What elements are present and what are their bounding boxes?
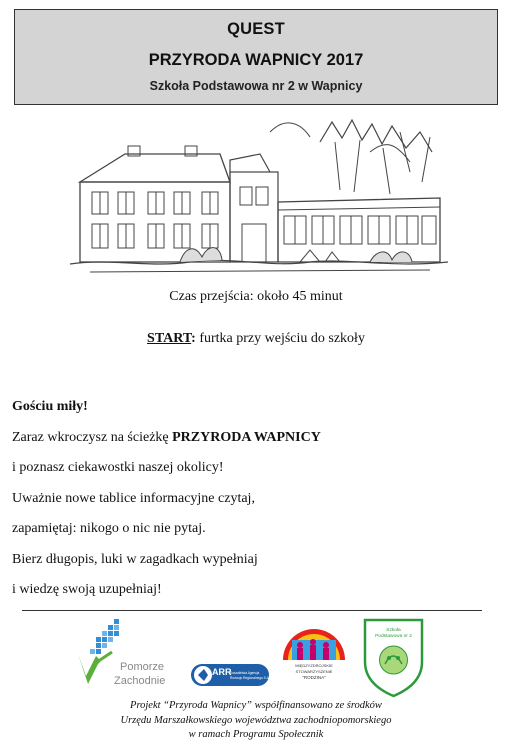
rodzina-line2: STOWARZYSZENIE <box>295 669 333 674</box>
poem-line-6: Bierz długopis, luki w zagadkach wypełniaj <box>12 551 258 567</box>
sponsor-logos <box>0 612 512 702</box>
divider-line <box>22 610 482 611</box>
poem-line-3: i poznasz ciekawostki naszej okolicy! <box>12 460 224 475</box>
footer-line-2: Urzędu Marszałkowskiego województwa zachodniopomorskiego <box>120 714 392 726</box>
poem-line-2: Zaraz wkroczysz na ścieżkę <box>12 429 173 445</box>
start-colon: : <box>191 331 196 346</box>
start-location <box>0 331 512 347</box>
footer-line-1: Projekt “Przyroda Wapnicy” współfinansowano ze środków <box>130 700 382 711</box>
school-building-illustration <box>70 112 448 274</box>
welcome-poem <box>12 397 321 611</box>
poem-line-7: i wiedzę swoją uzupełniaj! <box>12 582 162 597</box>
school-line1: Szkoła <box>386 628 401 633</box>
arr-line2: Rozwoju Regionalnego S.A. <box>230 676 270 680</box>
school-shield-logo <box>365 620 422 696</box>
title-box <box>14 9 498 105</box>
poem-greeting: Gościu miły! <box>12 399 88 414</box>
start-label: START <box>147 331 192 346</box>
pomorze-line2: Zachodnie <box>114 675 166 687</box>
pomorze-zachodnie-logo <box>78 619 165 687</box>
school-line2: Podstawowa nr 2 <box>375 634 412 639</box>
rodzina-logo <box>283 629 345 680</box>
pomorze-line1: Pomorze <box>120 661 165 673</box>
poem-line-5: zapamiętaj: nikogo o nic nie pytaj. <box>12 521 206 536</box>
poem-line-4: Uważnie nowe tablice informacyjne czytaj, <box>12 490 255 506</box>
arr-name: ARR <box>212 667 232 677</box>
footer-line-3: w ramach Programu Społecznik <box>188 729 324 740</box>
poem-line-2-bold: PRZYRODA WAPNICY <box>172 429 321 445</box>
time-estimate: Czas przejścia: około 45 minut <box>169 289 343 304</box>
rodzina-line3: "RODZINA" <box>302 675 326 680</box>
rodzina-line1: MIĘDZYZDROJSKIE <box>295 663 333 668</box>
school-name: Szkoła Podstawowa nr 2 w Wapnicy <box>149 79 363 93</box>
arr-line1: Koszalińska Agencja <box>230 671 260 675</box>
arr-logo <box>191 664 270 686</box>
quest-subtitle: PRZYRODA WAPNICY 2017 <box>148 51 364 69</box>
quest-title: QUEST <box>227 20 285 38</box>
start-text: furtka przy wejściu do szkoły <box>195 331 365 346</box>
footer-credits <box>0 699 512 743</box>
